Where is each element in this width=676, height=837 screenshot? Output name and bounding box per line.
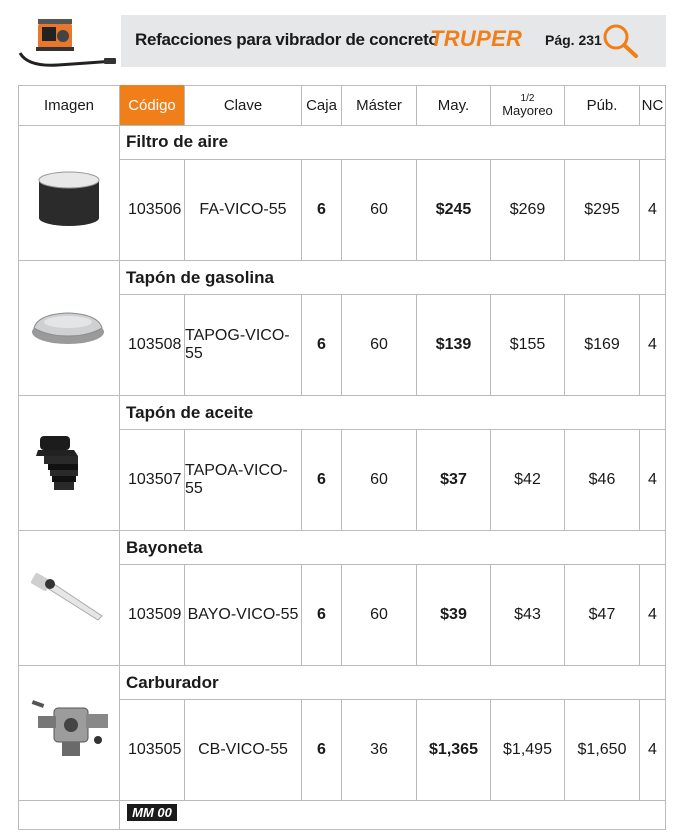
- product-nc: 4: [648, 470, 657, 488]
- header-bar: [121, 15, 666, 67]
- brand-logo: TRUPER: [430, 26, 523, 51]
- product-pub: $46: [588, 470, 616, 488]
- product-clave: BAYO-VICO-55: [187, 605, 299, 623]
- product-clave: FA-VICO-55: [199, 200, 287, 218]
- product-name: Tapón de gasolina: [126, 268, 274, 287]
- footer-tag: MM 00: [127, 804, 177, 821]
- product-nc: 4: [648, 200, 657, 218]
- product-pub: $1,650: [577, 740, 627, 758]
- product-name: Tapón de aceite: [126, 403, 254, 422]
- product-medio-mayoreo: $42: [514, 470, 541, 488]
- product-may: $139: [435, 335, 472, 353]
- column-header-nc: NC: [641, 96, 664, 114]
- product-codigo: 103505: [128, 740, 182, 758]
- page-title: Refacciones para vibrador de concreto: [135, 30, 439, 49]
- oil-cap-image: [34, 432, 100, 494]
- product-master: 60: [370, 605, 388, 623]
- product-name: Filtro de aire: [126, 132, 229, 151]
- product-caja: 6: [317, 200, 326, 218]
- mayoreo-label: Mayoreo: [502, 103, 553, 118]
- product-may: $245: [435, 200, 472, 218]
- product-medio-mayoreo: $269: [509, 200, 546, 218]
- fuel-cap-image: [28, 306, 108, 348]
- column-header-master: Máster: [356, 96, 402, 114]
- half-label: 1/2: [520, 93, 535, 104]
- product-medio-mayoreo: $1,495: [503, 740, 552, 758]
- product-name: Carburador: [126, 673, 219, 692]
- product-caja: 6: [317, 470, 326, 488]
- search-icon[interactable]: [600, 21, 642, 61]
- column-header-codigo: Código: [120, 85, 184, 125]
- carburetor-image: [28, 694, 116, 764]
- product-nc: 4: [648, 605, 657, 623]
- product-nc: 4: [648, 740, 657, 758]
- product-name: Bayoneta: [126, 538, 203, 557]
- dipstick-image: [28, 572, 106, 624]
- column-header-imagen: Imagen: [43, 96, 95, 114]
- product-may: $1,365: [429, 740, 478, 758]
- product-pub: $295: [584, 200, 620, 218]
- product-may: $37: [440, 470, 467, 488]
- product-codigo: 103508: [128, 335, 182, 353]
- product-clave: TAPOG-VICO-55: [185, 326, 290, 362]
- product-nc: 4: [648, 335, 657, 353]
- column-header-medio-mayoreo: [491, 85, 564, 125]
- product-master: 60: [370, 335, 388, 353]
- product-caja: 6: [317, 605, 326, 623]
- product-master: 36: [370, 740, 388, 758]
- column-header-caja: Caja: [306, 96, 337, 114]
- product-caja: 6: [317, 335, 326, 353]
- product-codigo: 103509: [128, 605, 182, 623]
- product-codigo: 103506: [128, 200, 182, 218]
- page-number: Pág. 231: [545, 32, 602, 48]
- product-clave: TAPOA-VICO-55: [185, 461, 288, 497]
- product-pub: $169: [584, 335, 620, 353]
- product-clave: CB-VICO-55: [198, 740, 288, 758]
- column-header-may: May.: [437, 96, 470, 114]
- column-header-pub: Púb.: [586, 96, 618, 114]
- product-caja: 6: [317, 740, 326, 758]
- air-filter-image: [34, 168, 104, 228]
- product-codigo: 103507: [128, 470, 182, 488]
- column-header-clave: Clave: [223, 96, 263, 114]
- product-medio-mayoreo: $155: [509, 335, 546, 353]
- product-pub: $47: [588, 605, 616, 623]
- product-medio-mayoreo: $43: [514, 605, 541, 623]
- product-may: $39: [440, 605, 467, 623]
- product-master: 60: [370, 470, 388, 488]
- concrete-vibrator-icon: [18, 15, 118, 73]
- product-master: 60: [370, 200, 388, 218]
